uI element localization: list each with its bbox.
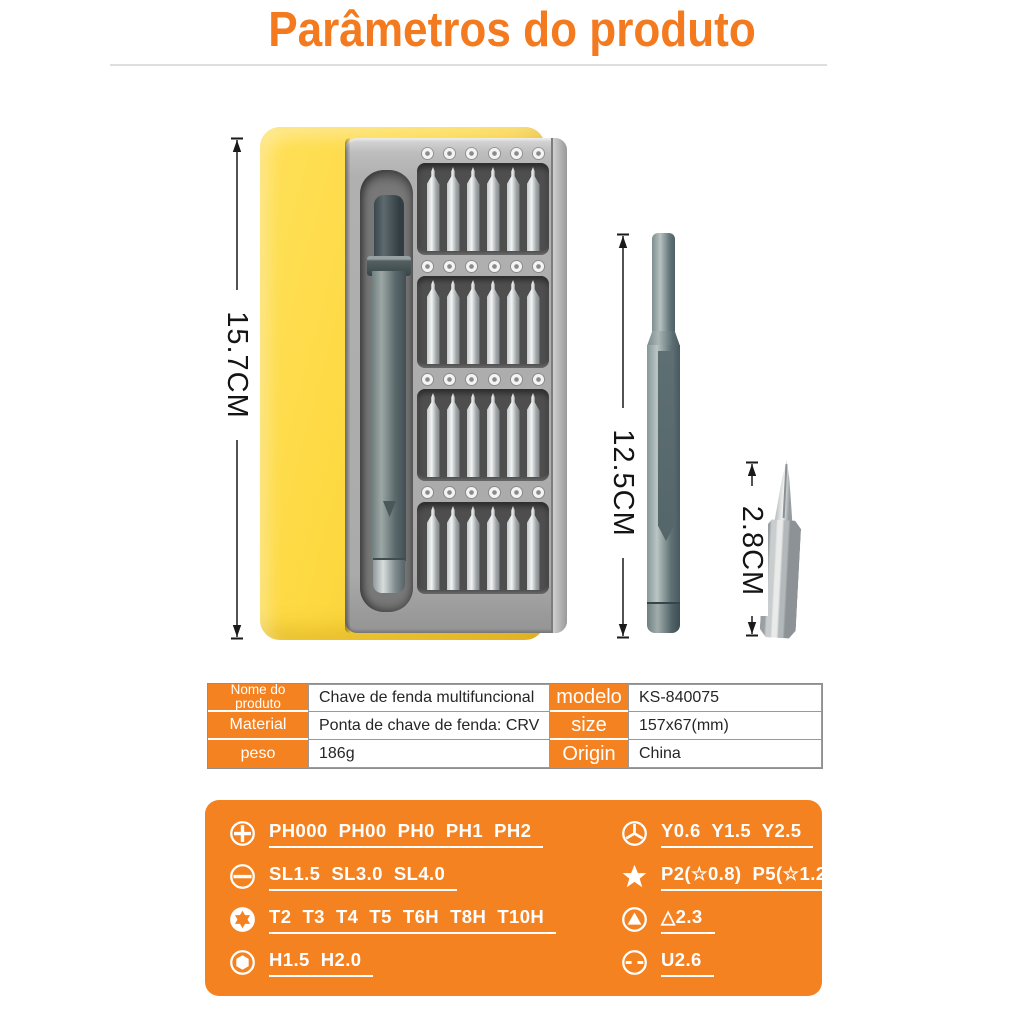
table-value-product-name: Chave de fenda multifuncional [308,684,550,712]
bit-type-icon [444,487,455,498]
spec-text-pentalobe: P2(☆0.8) P5(☆1.2) [661,863,845,891]
table-label-size: size [550,712,628,740]
phillips-icon [229,820,256,847]
screwdriver-bit [427,506,440,590]
driver-handle-body [372,271,406,561]
bit-type-icon [444,261,455,272]
bit-row [417,276,549,368]
triangle-icon [621,906,648,933]
bit-type-icon [533,374,544,385]
pentalobe-icon [621,863,648,890]
page-title: Parâmetros do produto [268,3,756,57]
bit-type-icon [489,487,500,498]
bit-type-icon [422,374,433,385]
screwdriver-bit [507,280,520,364]
y-type-icon [621,820,648,847]
screwdriver-bit [427,280,440,364]
bit-type-strip [417,372,549,386]
spec-item-pentalobe [621,863,845,891]
spec-text-hex: H1.5 H2.0 [269,949,373,977]
bit-type-icon [489,148,500,159]
spec-item-hex [229,949,621,977]
screwdriver-bit [467,280,480,364]
spec-text-torx: T2 T3 T4 T5 T6H T8H T10H [269,906,556,934]
screwdriver-bit [487,280,500,364]
bits-panel [417,146,549,598]
bit-type-icon [511,148,522,159]
screwdriver-bit [507,506,520,590]
screwdriver-bit [527,280,540,364]
screwdriver-bit [487,167,500,251]
bit-type-strip [417,485,549,499]
screwdriver-bit [447,280,460,364]
spec-text-u-type: U2.6 [661,949,714,977]
table-label-origin: Origin [550,740,628,768]
screwdriver-bit [427,167,440,251]
bit-row [417,163,549,255]
bit-type-icon [422,261,433,272]
case-length-label: 15.7CM [221,290,253,440]
bit-type-strip [417,259,549,273]
bit-type-icon [466,148,477,159]
spec-table [207,683,823,769]
table-value-origin: China [628,740,822,768]
driver-length-label: 12.5CM [607,408,639,558]
bit-spec-panel [205,800,833,996]
screwdriver-inset-panel [658,351,674,541]
screwdriver-bit [527,393,540,477]
spec-text-triangle: △2.3 [661,906,715,934]
screwdriver-bit [527,167,540,251]
bit-type-icon [444,148,455,159]
spec-item-triangle [621,906,845,934]
spec-item-y-type [621,820,845,848]
box-left-seam [345,138,350,633]
screwdriver-bit [467,506,480,590]
bit-type-icon [533,261,544,272]
spec-text-y-type: Y0.6 Y1.5 Y2.5 [661,820,813,848]
spec-item-phillips [229,820,621,848]
bit-type-icon [489,261,500,272]
bit-type-icon [466,487,477,498]
screwdriver-end-cap [647,602,680,633]
driver-handle-cap [373,558,405,593]
table-value-weight: 186g [308,740,550,768]
screwdriver-collet [652,233,675,333]
screwdriver-bit [487,393,500,477]
bit-type-icon [533,148,544,159]
spec-item-torx [229,906,621,934]
slotted-icon [229,863,256,890]
screwdriver-bit [507,393,520,477]
title-divider [110,64,827,66]
table-label-model: modelo [550,684,628,712]
box-side-wall [551,138,567,633]
bit-type-strip [417,146,549,160]
u-type-icon [621,949,648,976]
bit-type-icon [511,374,522,385]
spec-text-phillips: PH000 PH00 PH0 PH1 PH2 [269,820,543,848]
spec-text-slotted: SL1.5 SL3.0 SL4.0 [269,863,457,891]
bit-type-icon [422,148,433,159]
table-label-product-name: Nome do produto [208,684,308,712]
screwdriver-bit [447,506,460,590]
hex-icon [229,949,256,976]
bit-length-label: 2.8CM [736,486,768,616]
screwdriver-bit [487,506,500,590]
bit-row [417,502,549,594]
bit-type-icon [489,374,500,385]
bit-type-icon [511,487,522,498]
screwdriver-bit [427,393,440,477]
screwdriver-taper [647,331,680,346]
bit-type-icon [466,261,477,272]
spec-item-slotted [229,863,621,891]
torx-icon [229,906,256,933]
screwdriver-bit [527,506,540,590]
screwdriver-bit [507,167,520,251]
bit-type-icon [444,374,455,385]
kit-box-photo [345,138,567,633]
table-value-size: 157x67(mm) [628,712,822,740]
bit-type-icon [422,487,433,498]
table-label-material: Material [208,712,308,740]
bit-type-icon [533,487,544,498]
screwdriver-bit [467,167,480,251]
bit-type-icon [511,261,522,272]
table-value-material: Ponta de chave de fenda: CRV [308,712,550,740]
bit-row [417,389,549,481]
screwdriver-bit [467,393,480,477]
bit-type-icon [466,374,477,385]
screwdriver-bit [447,393,460,477]
table-label-weight: peso [208,740,308,768]
table-value-model: KS-840075 [628,684,822,712]
screwdriver-bit [447,167,460,251]
spec-item-u-type [621,949,845,977]
